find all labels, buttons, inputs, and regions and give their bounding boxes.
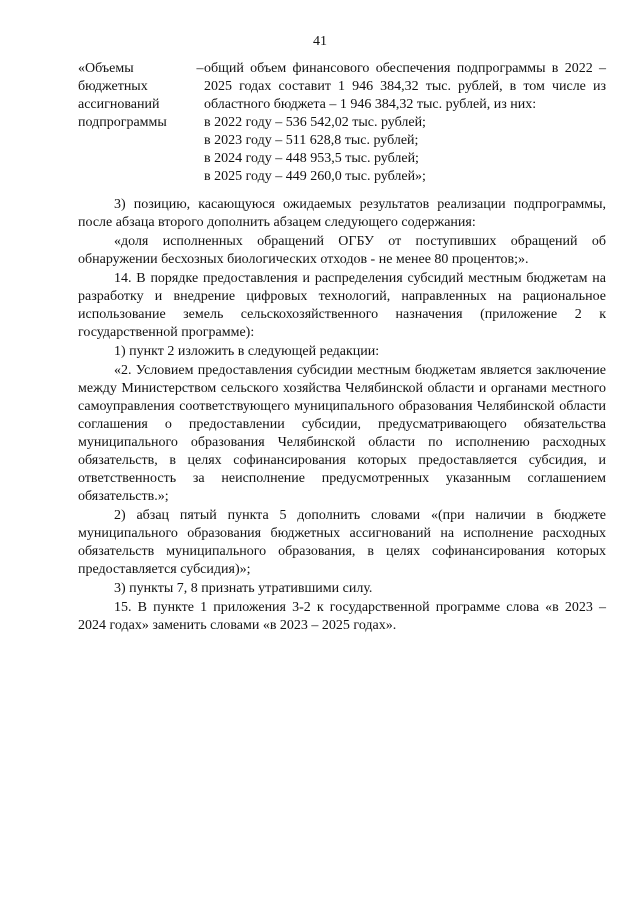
funding-year-2022: в 2022 году – 536 542,02 тыс. рублей; bbox=[204, 115, 426, 130]
paragraph: 1) пункт 2 изложить в следующей редакции: bbox=[114, 344, 380, 359]
funding-year-2024: в 2024 году – 448 953,5 тыс. рублей; bbox=[204, 151, 419, 166]
table-label-line: «Объемы bbox=[78, 61, 134, 76]
funding-year-2023: в 2023 году – 511 628,8 тыс. рублей; bbox=[204, 133, 419, 148]
paragraph: 2) абзац пятый пункта 5 дополнить словами «(при наличии в бюджете муниципального образования бюджетных ассигнований на исполнение расходных обязательств муниципального образования, в целях софинансирования которых предоставляется субсидия)»; bbox=[78, 508, 606, 577]
table-label-line: бюджетных bbox=[78, 79, 148, 94]
paragraph: 3) позицию, касающуюся ожидаемых результатов реализации подпрограммы, после абзаца второго дополнить абзацем следующего содержания: bbox=[78, 197, 606, 230]
paragraph: 14. В порядке предоставления и распределения субсидий местным бюджетам на разработку и внедрение цифровых технологий, направленных на рациональное использование земель сельскохозяйственного назначения (приложение 2 к государственной программе): bbox=[78, 271, 606, 340]
page-number: 41 bbox=[313, 34, 327, 49]
table-label-line: подпрограммы bbox=[78, 115, 167, 130]
table-label bbox=[78, 60, 188, 132]
table-dash: – bbox=[196, 61, 204, 76]
paragraph: 3) пункты 7, 8 признать утратившими силу. bbox=[114, 581, 373, 596]
paragraph: «доля исполненных обращений ОГБУ от поступивших обращений об обнаружении бесхозных биологических отходов - не менее 80 процентов;». bbox=[78, 234, 606, 267]
table-label-line: ассигнований bbox=[78, 97, 160, 112]
funding-intro: общий объем финансового обеспечения подпрограммы в 2022 – 2025 годах составит 1 946 384,32 тыс. рублей, в том числе из областного бюджета – 1 946 384,32 тыс. рублей, из них: bbox=[204, 61, 606, 112]
table-content bbox=[204, 60, 606, 186]
funding-year-2025: в 2025 году – 449 260,0 тыс. рублей»; bbox=[204, 169, 426, 184]
paragraph: 15. В пункте 1 приложения 3-2 к государственной программе слова «в 2023 – 2024 годах» заменить словами «в 2023 – 2025 годах». bbox=[78, 600, 606, 633]
paragraph: «2. Условием предоставления субсидии местным бюджетам является заключение между Министерством сельского хозяйства Челябинской области и органами местного самоуправления соответствующего муниципального образования Челябинской области соглашения о предоставлении субсидии, предусматривающего обязательства муниципального образования Челябинской области по исполнению расходных обязательств, в целях софинансирования которых предоставляется субсидия, и ответственность за неисполнение предусмотренных указанным соглашением обязательств.»; bbox=[78, 363, 606, 504]
document-body bbox=[78, 196, 606, 635]
